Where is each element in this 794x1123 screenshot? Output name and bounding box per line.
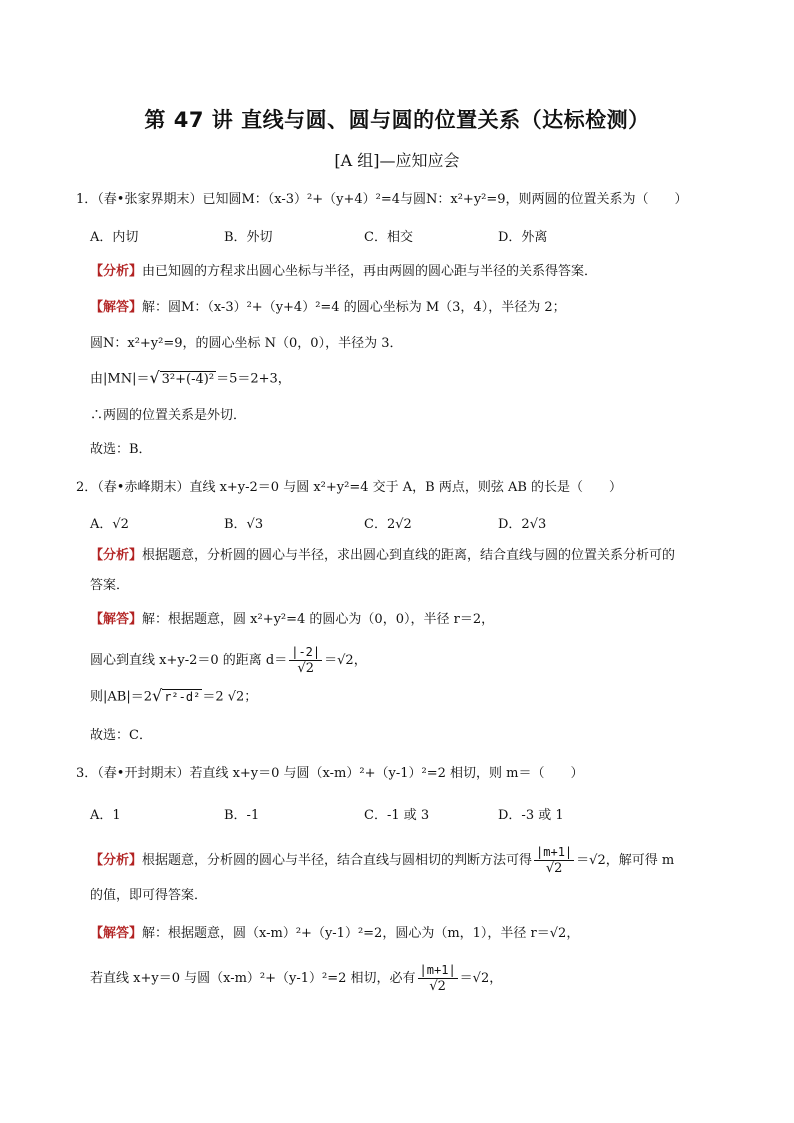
q1-answer-l3-post: ＝5＝2+3，: [216, 371, 291, 387]
q1-answer-l3-pre: 由|MN|＝: [90, 371, 150, 387]
sqrt-expression: √ r²-d²: [151, 686, 201, 705]
q1-option-d: D．外离: [498, 230, 548, 245]
answer-tag: 【解答】: [90, 926, 143, 941]
answer-tag: 【解答】: [90, 300, 143, 315]
q3-option-d: D．-3 或 1: [498, 808, 564, 823]
q2-answer-line-2: [90, 644, 367, 677]
answer-tag: 【解答】: [90, 612, 143, 627]
q3-answer-line-2: [90, 962, 502, 995]
q2-analysis-line-2: 答案．: [90, 578, 130, 593]
q3-option-a: A．1: [90, 808, 121, 823]
q1-answer-line-4: ∴两圆的位置关系是外切．: [90, 408, 247, 423]
radicand: r²-d²: [164, 690, 201, 704]
q3-analysis-line-2: 的值，即可得答案．: [90, 888, 208, 903]
q2-answer-line-3: [90, 686, 257, 708]
denominator: √2: [429, 979, 446, 994]
q1-answer-line-1: [90, 298, 566, 318]
analysis-tag: 【分析】: [90, 853, 143, 868]
denominator: √2: [545, 861, 563, 876]
q3-answer-l2-pre: 若直线 x+y＝0 与圆（x-m）²+（y-1）²=2 相切，必有: [90, 971, 416, 986]
q2-option-d: D．2√3: [498, 517, 547, 532]
q3-option-b: B．-1: [224, 808, 260, 823]
q2-option-b: B．√3: [224, 517, 264, 532]
numerator: |m+1|: [536, 845, 573, 859]
q1-answer-line-3: [90, 368, 291, 390]
q2-answer-text-1: 解：根据题意，圆 x²+y²=4 的圆心为（0，0），半径 r＝2，: [142, 612, 495, 627]
numerator: |-2|: [291, 645, 321, 659]
q2-answer-line-4: 故选：C．: [90, 728, 152, 743]
q3-stem: 3．（春•开封期末）若直线 x+y＝0 与圆（x-m）²+（y-1）²=2 相切，则 m＝（ ）: [76, 766, 584, 781]
q1-option-b: B．外切: [224, 230, 273, 245]
q3-analysis-post: ＝√2，解可得 m: [576, 853, 675, 868]
q2-answer-line-1: [90, 610, 494, 630]
q3-option-c: C．-1 或 3: [364, 808, 430, 823]
q2-option-a: A．√2: [90, 517, 129, 532]
q2-analysis-text: 根据题意，分析圆的圆心与半径，求出圆心到直线的距离，结合直线与圆的位置关系分析可的: [142, 548, 676, 563]
fraction: [418, 962, 458, 995]
q3-answer-text-1: 解：根据题意，圆（x-m）²+（y-1）²=2，圆心为（m，1），半径 r＝√2，: [142, 926, 580, 941]
q3-analysis-pre: 根据题意，分析圆的圆心与半径，结合直线与圆相切的判断方法可得: [142, 853, 533, 868]
q2-answer-l3-post: ＝2 √2；: [202, 689, 258, 705]
page-subtitle: [A 组]—应知应会: [334, 151, 460, 170]
q1-option-a: A．内切: [90, 230, 139, 245]
q1-option-c: C．相交: [364, 230, 413, 245]
q2-answer-l3-pre: 则|AB|＝2: [90, 689, 152, 705]
q1-answer-text-1: 解：圆M：（x-3）²+（y+4）²=4 的圆心坐标为 M（3，4），半径为 2；: [142, 300, 566, 315]
sqrt-expression: √ 3²+(-4)²: [149, 368, 215, 387]
q1-stem: 1．（春•张家界期末）已知圆M：（x-3）²+（y+4）²=4与圆N：x²+y²=9，则两圆的位置关系为（ ）: [76, 192, 688, 207]
fraction: [534, 844, 574, 877]
q2-answer-l2-post: ＝√2，: [324, 653, 367, 668]
q3-analysis-line-1: [90, 844, 674, 877]
q2-analysis-line-1: [90, 546, 675, 566]
q1-answer-line-2: 圆N：x²+y²=9，的圆心坐标 N（0，0），半径为 3．: [90, 336, 403, 351]
q2-stem: 2．（春•赤峰期末）直线 x+y-2＝0 与圆 x²+y²=4 交于 A，B 两点，则弦 AB 的长是（ ）: [76, 480, 623, 495]
radicand: 3²+(-4)²: [161, 372, 215, 387]
numerator: |m+1|: [419, 963, 456, 977]
q3-answer-line-1: [90, 924, 579, 944]
q3-answer-l2-post: ＝√2，: [459, 971, 503, 986]
q2-option-c: C．2√2: [364, 517, 412, 532]
analysis-tag: 【分析】: [90, 264, 143, 279]
q1-analysis-text: 由已知圆的方程求出圆心坐标与半径，再由两圆的圆心距与半径的关系得答案．: [142, 264, 598, 279]
page-title: 第 47 讲 直线与圆、圆与圆的位置关系（达标检测）: [144, 108, 650, 132]
q1-analysis: [90, 262, 597, 282]
denominator: √2: [297, 661, 314, 676]
q2-answer-l2-pre: 圆心到直线 x+y-2＝0 的距离 d＝: [90, 653, 288, 668]
fraction: [289, 644, 322, 677]
analysis-tag: 【分析】: [90, 548, 143, 563]
q1-answer-line-5: 故选：B．: [90, 442, 152, 457]
